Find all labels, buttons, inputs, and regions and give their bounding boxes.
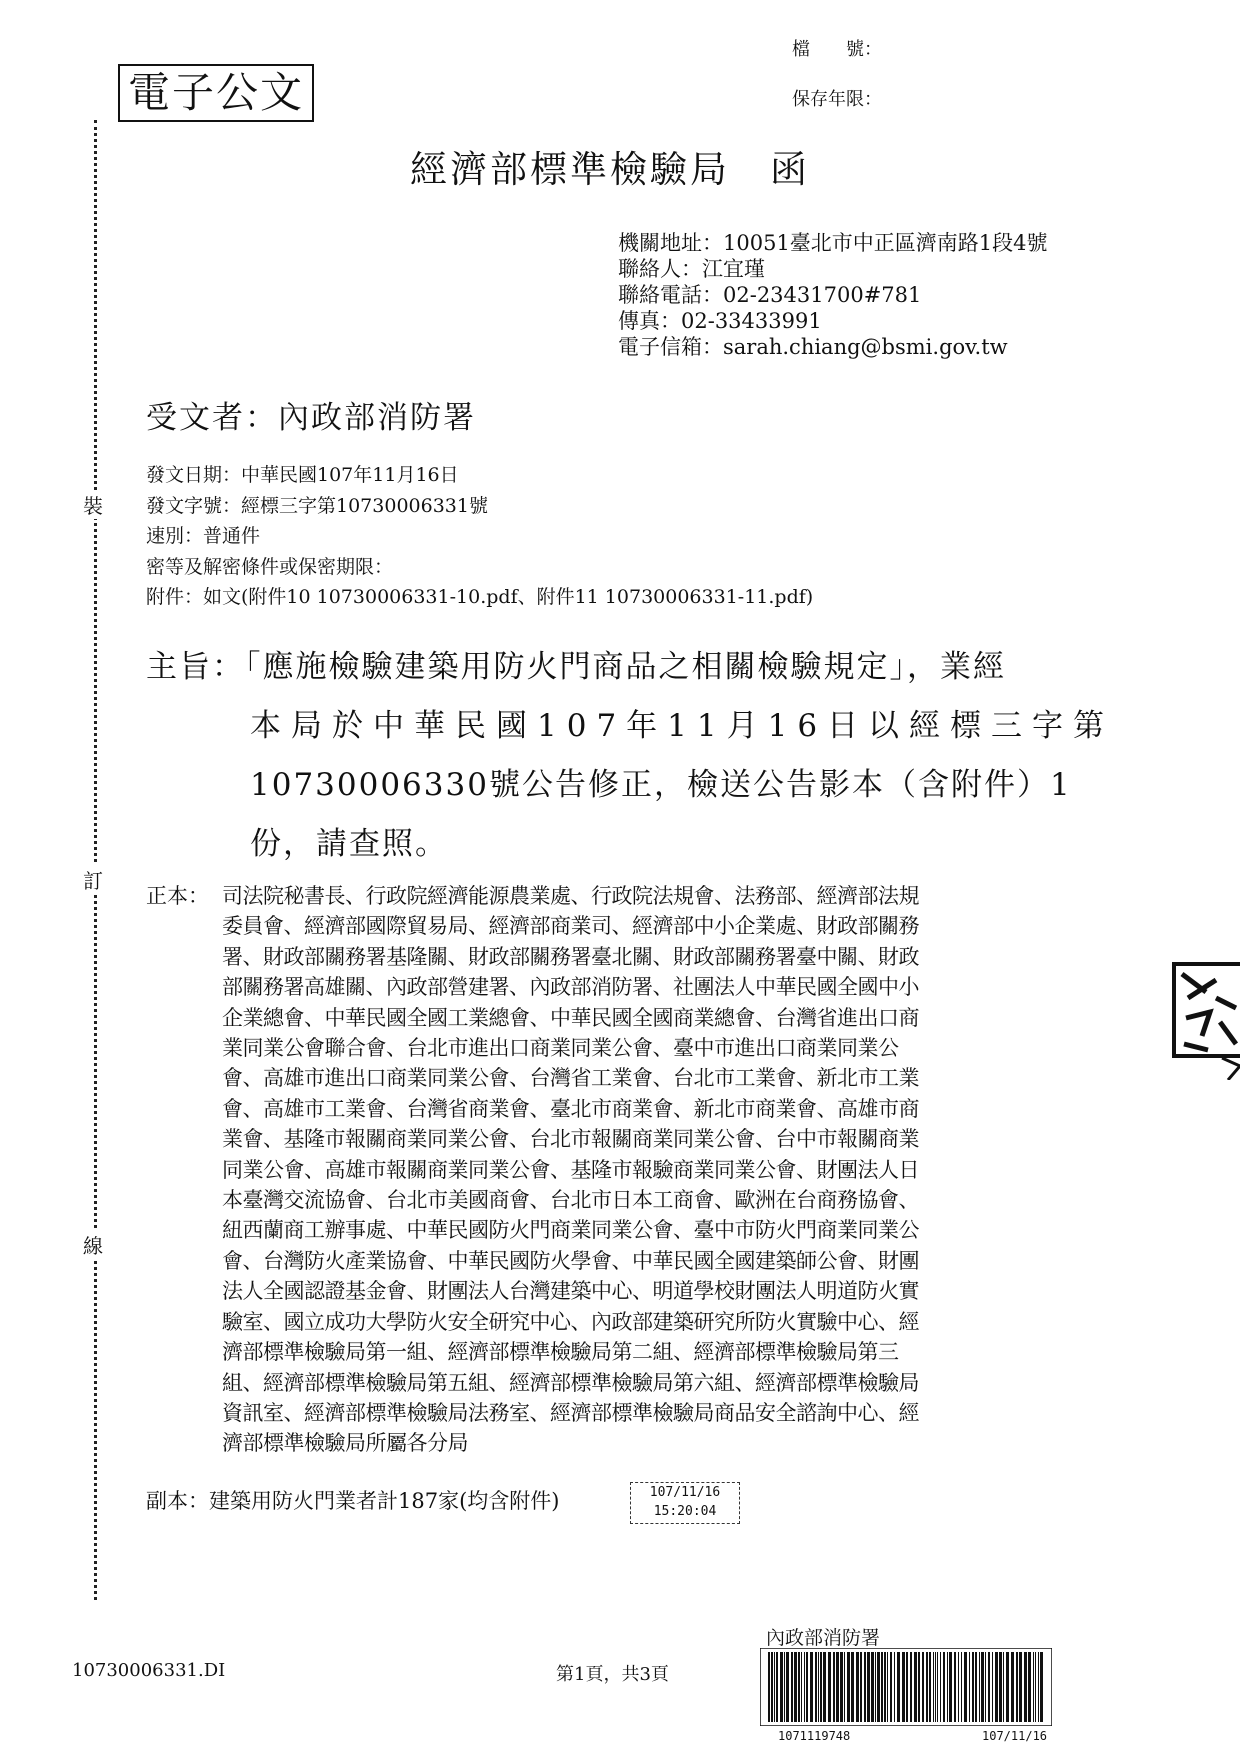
- barcode-bar: [875, 1652, 876, 1722]
- subject-line: 份，請查照。: [250, 826, 448, 862]
- barcode-bar: [771, 1652, 773, 1722]
- barcode-bar: [975, 1652, 977, 1722]
- barcode-bar: [864, 1652, 866, 1722]
- barcode-bar: [979, 1652, 980, 1722]
- barcode-bar: [806, 1652, 808, 1722]
- barcode-bar: [981, 1652, 984, 1722]
- barcode-number: 1071119748: [778, 1729, 851, 1743]
- recipient-line: 會、高雄市進出口商業同業公會、台灣省工業會、台北市工業會、新北市工業: [222, 1066, 919, 1091]
- binding-mark-xian: 線: [80, 1230, 106, 1259]
- contact-phone: 聯絡電話：02-23431700#781: [618, 283, 922, 307]
- barcode-bar: [860, 1652, 862, 1722]
- barcode-bar: [887, 1652, 888, 1722]
- subject-continuation: [250, 697, 1235, 874]
- barcode-bar: [1035, 1652, 1036, 1722]
- barcode-bar: [964, 1652, 967, 1722]
- recipient-line: 紐西蘭商工辦事處、中華民國防火門商業同業公會、臺中市防火門商業同業公: [222, 1218, 919, 1243]
- barcode-bar: [1024, 1652, 1027, 1722]
- barcode-bar: [949, 1652, 952, 1722]
- barcode-bar: [877, 1652, 880, 1722]
- barcode-bar: [969, 1652, 970, 1722]
- barcode-bar: [836, 1652, 839, 1722]
- barcode-bar: [810, 1652, 813, 1722]
- barcode-bar: [828, 1652, 831, 1722]
- barcode-date: 107/11/16: [982, 1729, 1048, 1743]
- barcode-bar: [840, 1652, 843, 1722]
- barcode-bar: [851, 1652, 854, 1722]
- contact-fax: 傳真：02-33433991: [618, 309, 822, 333]
- barcode-bar: [1011, 1652, 1014, 1722]
- speed-class: 速別：普通件: [146, 525, 261, 547]
- recipient-line: 驗室、國立成功大學防火安全研究中心、內政部建築研究所防火實驗中心、經: [222, 1309, 919, 1334]
- barcode-bar: [922, 1652, 924, 1722]
- barcode-bar: [1016, 1652, 1018, 1722]
- document-title: 經濟部標準檢驗局 函: [410, 148, 810, 191]
- barcode-bar: [988, 1652, 990, 1722]
- main-recipients-list: [222, 881, 1094, 1459]
- document-file-name: 10730006331.DI: [72, 1660, 226, 1681]
- confidentiality: 密等及解密條件或保密期限：: [146, 555, 394, 578]
- barcode-bar: [1003, 1652, 1004, 1722]
- recipient-line: 本臺灣交流協會、台北市美國商會、台北市日本工商會、歐洲在台商務協會、: [222, 1188, 919, 1213]
- barcode-bar: [768, 1652, 770, 1722]
- subject-lead: 主旨：「應施檢驗建築用防火門商品之相關檢驗規定」，業經: [146, 649, 1006, 685]
- barcode-bar: [804, 1652, 805, 1722]
- barcode-bar: [914, 1652, 917, 1722]
- barcode-bar: [1040, 1652, 1043, 1722]
- receiver-agency-label: 內政部消防署: [766, 1627, 881, 1649]
- barcode-bar: [910, 1652, 912, 1722]
- barcode-bar: [940, 1652, 941, 1722]
- barcode-bar: [933, 1652, 934, 1722]
- barcode-bar: [992, 1652, 993, 1722]
- recipient-line: 委員會、經濟部國際貿易局、經濟部商業司、經濟部中小企業處、財政部關務: [222, 914, 919, 939]
- recipient-line: 資訊室、經濟部標準檢驗局法務室、經濟部標準檢驗局商品安全諮詢中心、經: [222, 1400, 919, 1425]
- barcode-bar: [902, 1652, 905, 1722]
- barcode-bar: [1033, 1652, 1034, 1722]
- recipient-line: 會、高雄市工業會、台灣省商業會、臺北市商業會、新北市商業會、高雄市商: [222, 1096, 919, 1121]
- meta-block: [146, 460, 813, 613]
- recipient-line: 業會、基隆市報關商業同業公會、台北市報關商業同業公會、台中市報關商業: [222, 1127, 919, 1152]
- contact-block: [618, 230, 1048, 360]
- barcode-bar: [776, 1652, 778, 1722]
- barcode-bar: [798, 1652, 800, 1722]
- barcode-bar: [961, 1652, 962, 1722]
- timestamp-date: 107/11/16: [649, 1485, 721, 1500]
- document-number: 發文字號：經標三字第10730006331號: [146, 494, 488, 517]
- recipient-line: 署、財政部關務署基隆關、財政部關務署臺北關、財政部關務署臺中關、財政: [222, 944, 919, 969]
- recipient-line: 司法院秘書長、行政院經濟能源農業處、行政院法規會、法務部、經濟部法規: [222, 884, 919, 908]
- barcode-bar: [890, 1652, 892, 1722]
- subject-line: 10730006330號公告修正，檢送公告影本（含附件）1: [250, 767, 1072, 803]
- barcode-bar: [791, 1652, 793, 1722]
- main-recipients-label: 正本：: [146, 884, 209, 908]
- barcode-bar: [1006, 1652, 1009, 1722]
- barcode-bar: [947, 1652, 948, 1722]
- recipient-line: 濟部標準檢驗局所屬各分局: [222, 1431, 468, 1456]
- barcode-bar: [929, 1652, 931, 1722]
- barcode-bar: [1019, 1652, 1022, 1722]
- contact-address: 機關地址：10051臺北市中正區濟南路1段4號: [618, 231, 1048, 255]
- copy-recipients: 副本：建築用防火門業者計187家(均含附件): [146, 1489, 560, 1513]
- recipient: 受文者：內政部消防署: [146, 400, 476, 436]
- recipient-line: 法人全國認證基金會、財團法人台灣建築中心、明道學校財團法人明道防火實: [222, 1279, 919, 1304]
- barcode-bar: [972, 1652, 974, 1722]
- timestamp-time: 15:20:04: [653, 1504, 717, 1519]
- barcode-bar: [1038, 1652, 1039, 1722]
- barcode-bar: [937, 1652, 938, 1722]
- binding-mark-ding: 訂: [80, 865, 106, 894]
- recipient-line: 同業公會、高雄市報關商業同業公會、基隆市報驗商業同業公會、財團法人日: [222, 1157, 919, 1182]
- barcode-icon: [760, 1648, 1052, 1726]
- recipient-line: 組、經濟部標準檢驗局第五組、經濟部標準檢驗局第六組、經濟部標準檢驗局: [222, 1370, 919, 1395]
- barcode-bar: [844, 1652, 845, 1722]
- recipient-line: 企業總會、中華民國全國工業總會、中華民國全國商業總會、台灣省進出口商: [222, 1005, 919, 1030]
- attachments: 附件：如文(附件10 10730006331-10.pdf、附件11 10730006331-11.pdf): [146, 586, 814, 608]
- contact-person: 聯絡人：江宜瑾: [618, 257, 765, 281]
- recipient-line: 部關務署高雄關、內政部營建署、內政部消防署、社團法人中華民國全國中小: [222, 975, 919, 1000]
- barcode-bar: [1028, 1652, 1031, 1722]
- barcode-bar: [958, 1652, 959, 1722]
- barcode-bar: [935, 1652, 936, 1722]
- binding-dotted-line: [94, 120, 97, 1600]
- barcode-bar: [897, 1652, 900, 1722]
- subject-line: 本局於中華民國107年11月16日以經標三字第: [250, 708, 1115, 744]
- barcode-bar: [823, 1652, 826, 1722]
- binding-mark-zhuang: 裝: [80, 490, 106, 519]
- barcode-bar: [926, 1652, 928, 1722]
- barcode-bar: [943, 1652, 945, 1722]
- barcode-bar: [801, 1652, 802, 1722]
- file-number-label: 檔 號：: [792, 39, 882, 60]
- barcode-bar: [784, 1652, 785, 1722]
- retention-period-label: 保存年限：: [792, 89, 882, 110]
- barcode-bar: [918, 1652, 920, 1722]
- barcode-bar: [867, 1652, 870, 1722]
- recipient-line: 濟部標準檢驗局第一組、經濟部標準檢驗局第二組、經濟部標準檢驗局第三: [222, 1340, 899, 1365]
- barcode-bar: [847, 1652, 850, 1722]
- barcode-bar: [906, 1652, 908, 1722]
- barcode-bar: [780, 1652, 783, 1722]
- seal-stamp-icon: [1166, 958, 1240, 1080]
- recipient-line: 業同業公會聯合會、台北市進出口商業同業公會、臺中市進出口商業同業公: [222, 1036, 899, 1061]
- recipient-line: 會、台灣防火產業協會、中華民國防火學會、中華民國全國建築師公會、財團: [222, 1248, 919, 1273]
- barcode-bar: [985, 1652, 986, 1722]
- timestamp-stamp: [630, 1482, 740, 1524]
- electronic-document-stamp: 電子公文: [118, 64, 314, 122]
- barcode-bar: [884, 1652, 886, 1722]
- issue-date: 發文日期：中華民國107年11月16日: [146, 464, 459, 486]
- barcode-bar: [894, 1652, 895, 1722]
- barcode-bar: [954, 1652, 956, 1722]
- barcode-bar: [999, 1652, 1002, 1722]
- barcode-bar: [820, 1652, 822, 1722]
- barcode-bar: [995, 1652, 998, 1722]
- barcode-bar: [833, 1652, 835, 1722]
- barcode-bar: [818, 1652, 819, 1722]
- barcode-bar: [815, 1652, 817, 1722]
- contact-email: 電子信箱：sarah.chiang@bsmi.gov.tw: [618, 335, 1008, 359]
- barcode-bar: [794, 1652, 797, 1722]
- barcode-bar: [774, 1652, 775, 1722]
- barcode-bar: [871, 1652, 874, 1722]
- barcode-bar: [786, 1652, 789, 1722]
- page-indicator: 第1頁，共3頁: [556, 1664, 669, 1685]
- barcode-bar: [881, 1652, 883, 1722]
- barcode-bar: [856, 1652, 859, 1722]
